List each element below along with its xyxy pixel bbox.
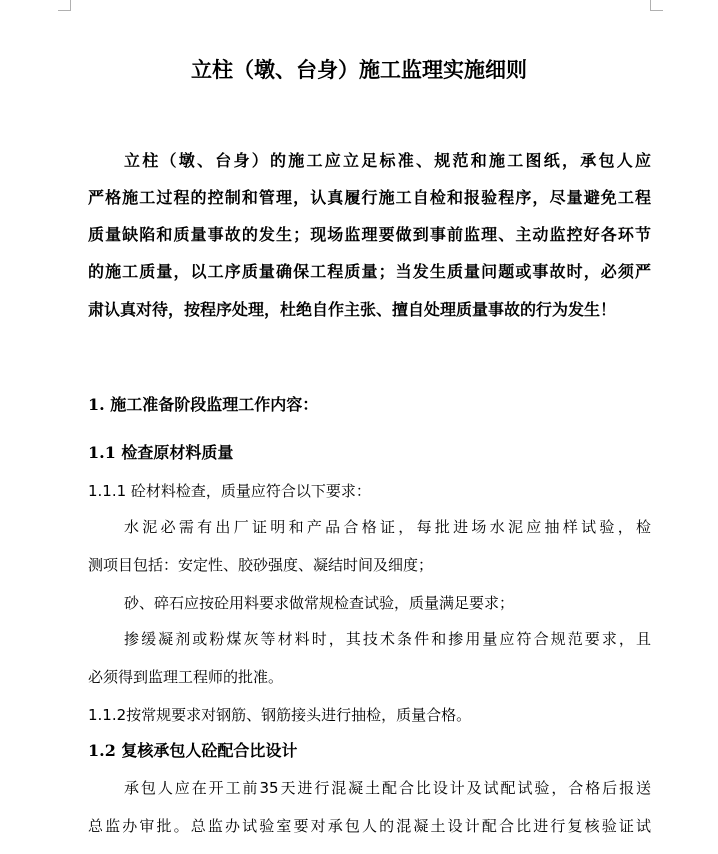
cement-line-2: 测项目包括：安定性、胶砂强度、凝结时间及细度；	[88, 556, 434, 574]
intro-line-4: 的施工质量，以工序质量确保工程质量；当发生质量问题或事故时，必须严	[88, 262, 651, 281]
page-corner-mark-right	[650, 0, 663, 11]
mix-line-1: 承包人应在开工前35天进行混凝土配合比设计及试配试验，合格后报送	[124, 779, 651, 797]
section-1-2-heading: 1.2 复核承包人砼配合比设计	[88, 741, 298, 760]
section-1-1-heading: 1.1 检查原材料质量	[88, 443, 234, 462]
page-corner-mark-left	[58, 0, 71, 11]
item-1-1-2: 1.1.2按常规要求对钢筋、钢筋接头进行抽检，质量合格。	[88, 706, 472, 724]
cement-line-1: 水泥必需有出厂证明和产品合格证，每批进场水泥应抽样试验，检	[124, 518, 651, 536]
intro-line-5: 肃认真对待，按程序处理，杜绝自作主张、擅自处理质量事故的行为发生！	[88, 300, 617, 319]
admixture-line-1: 掺缓凝剂或粉煤灰等材料时，其技术条件和掺用量应符合规范要求，且	[124, 630, 651, 648]
mix-line-2: 总监办审批。总监办试验室要对承包人的混凝土设计配合比进行复核验证试	[88, 817, 651, 835]
item-1-1-1: 1.1.1 砼材料检查，质量应符合以下要求：	[88, 482, 371, 500]
intro-line-2: 严格施工过程的控制和管理，认真履行施工自检和报验程序，尽量避免工程	[88, 188, 651, 207]
document-title: 立柱（墩、台身）施工监理实施细则	[191, 57, 527, 82]
admixture-line-2: 必须得到监理工程师的批准。	[88, 668, 284, 686]
intro-line-1: 立柱（墩、台身）的施工应立足标准、规范和施工图纸，承包人应	[124, 151, 651, 170]
aggregate-line: 砂、碎石应按砼用料要求做常规检查试验，质量满足要求；	[124, 594, 515, 612]
section-1-heading: 1. 施工准备阶段监理工作内容：	[88, 395, 319, 414]
intro-line-3: 质量缺陷和质量事故的发生；现场监理要做到事前监理、主动监控好各环节	[88, 225, 651, 244]
